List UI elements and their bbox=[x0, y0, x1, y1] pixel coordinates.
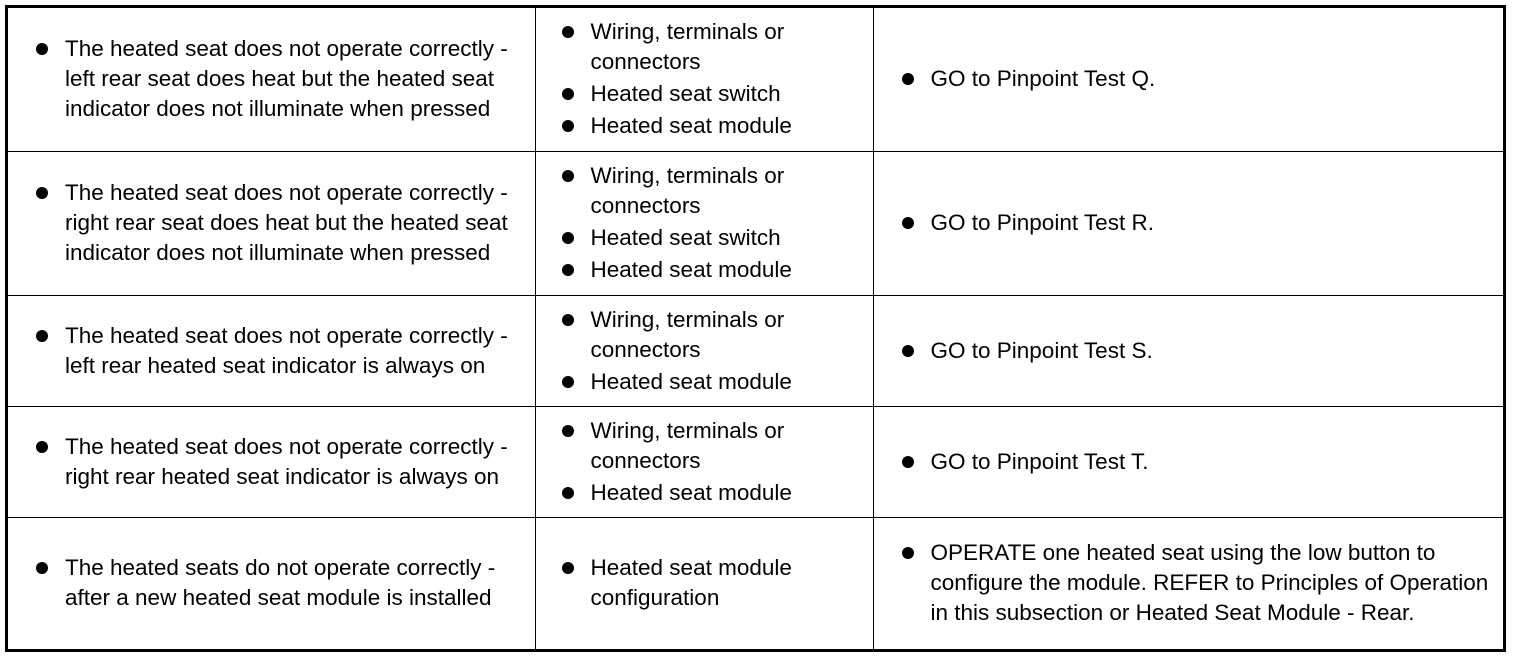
cause-cell bbox=[535, 517, 873, 649]
condition-cell bbox=[8, 406, 535, 517]
list-item bbox=[8, 34, 535, 124]
list-item bbox=[536, 17, 873, 77]
table-row bbox=[8, 406, 1503, 517]
cause-cell bbox=[535, 406, 873, 517]
cause-text: Wiring, terminals or connectors bbox=[590, 306, 785, 362]
list-item bbox=[874, 336, 1504, 366]
bullet-icon bbox=[902, 547, 914, 559]
condition-cell bbox=[8, 517, 535, 649]
list-item bbox=[874, 447, 1504, 477]
table-row bbox=[8, 295, 1503, 406]
symptom-table bbox=[8, 8, 1503, 649]
action-text: OPERATE one heated seat using the low button to configure the module. REFER to Principles of Operation in this subsection or Heated Seat Module - Rear. bbox=[930, 540, 1489, 626]
cause-cell bbox=[535, 295, 873, 406]
action-cell bbox=[873, 406, 1503, 517]
condition-cell bbox=[8, 8, 535, 151]
list-item bbox=[8, 432, 535, 492]
symptom-chart bbox=[5, 5, 1506, 652]
list-item bbox=[536, 223, 873, 253]
list-item bbox=[874, 64, 1504, 94]
bullet-icon bbox=[902, 345, 914, 357]
cause-text: Heated seat module bbox=[590, 257, 792, 282]
list-item bbox=[536, 79, 873, 109]
cause-cell bbox=[535, 8, 873, 151]
cause-text: Heated seat module bbox=[590, 113, 792, 139]
list-item bbox=[536, 416, 873, 476]
list-item bbox=[536, 255, 873, 285]
list-item bbox=[8, 321, 535, 381]
cause-text: Heated seat switch bbox=[590, 225, 781, 250]
bullet-icon bbox=[562, 376, 574, 388]
action-cell bbox=[873, 295, 1503, 406]
cause-cell bbox=[535, 151, 873, 295]
bullet-icon bbox=[562, 26, 574, 38]
table-row bbox=[8, 517, 1503, 649]
bullet-icon bbox=[36, 562, 48, 574]
condition-text: The heated seat does not operate correctly - right rear heated seat indicator is always on bbox=[65, 433, 508, 489]
list-item bbox=[874, 538, 1504, 628]
action-text: GO to Pinpoint Test Q. bbox=[930, 66, 1156, 92]
action-text: GO to Pinpoint Test S. bbox=[930, 337, 1153, 363]
bullet-icon bbox=[562, 314, 574, 326]
cause-text: Heated seat switch bbox=[590, 81, 781, 107]
cause-text: Heated seat module configuration bbox=[590, 555, 792, 611]
list-item bbox=[8, 178, 535, 268]
bullet-icon bbox=[562, 170, 574, 182]
list-item bbox=[536, 305, 873, 365]
bullet-icon bbox=[562, 487, 574, 499]
list-item bbox=[874, 208, 1504, 238]
condition-text: The heated seats do not operate correctly - after a new heated seat module is installed bbox=[65, 555, 496, 611]
bullet-icon bbox=[36, 441, 48, 453]
bullet-icon bbox=[562, 425, 574, 437]
condition-cell bbox=[8, 151, 535, 295]
action-cell bbox=[873, 151, 1503, 295]
cause-text: Heated seat module bbox=[590, 368, 792, 394]
bullet-icon bbox=[902, 456, 914, 468]
list-item bbox=[536, 367, 873, 397]
cause-text: Wiring, terminals or connectors bbox=[590, 417, 785, 473]
bullet-icon bbox=[562, 264, 574, 276]
bullet-icon bbox=[562, 562, 574, 574]
cause-text: Wiring, terminals or connectors bbox=[590, 163, 785, 218]
condition-text: The heated seat does not operate correctly - left rear seat does heat but the heated seat indicator does not illuminate when pressed bbox=[65, 36, 508, 122]
list-item bbox=[536, 478, 873, 508]
cause-text: Wiring, terminals or connectors bbox=[590, 19, 785, 75]
condition-text: The heated seat does not operate correctly - left rear heated seat indicator is always on bbox=[65, 322, 508, 378]
list-item bbox=[8, 553, 535, 613]
action-text: GO to Pinpoint Test T. bbox=[930, 448, 1149, 474]
bullet-icon bbox=[36, 187, 48, 199]
action-text: GO to Pinpoint Test R. bbox=[930, 210, 1154, 235]
table-row bbox=[8, 151, 1503, 295]
bullet-icon bbox=[902, 73, 914, 85]
action-cell bbox=[873, 8, 1503, 151]
list-item bbox=[536, 161, 873, 221]
list-item bbox=[536, 111, 873, 141]
table-row bbox=[8, 8, 1503, 151]
cause-text: Heated seat module bbox=[590, 479, 792, 505]
list-item bbox=[536, 553, 873, 613]
bullet-icon bbox=[36, 330, 48, 342]
bullet-icon bbox=[562, 232, 574, 244]
action-cell bbox=[873, 517, 1503, 649]
bullet-icon bbox=[562, 120, 574, 132]
bullet-icon bbox=[902, 217, 914, 229]
bullet-icon bbox=[36, 43, 48, 55]
condition-text: The heated seat does not operate correctly - right rear seat does heat but the heated seat indicator does not illuminate when pressed bbox=[65, 180, 508, 265]
condition-cell bbox=[8, 295, 535, 406]
bullet-icon bbox=[562, 88, 574, 100]
